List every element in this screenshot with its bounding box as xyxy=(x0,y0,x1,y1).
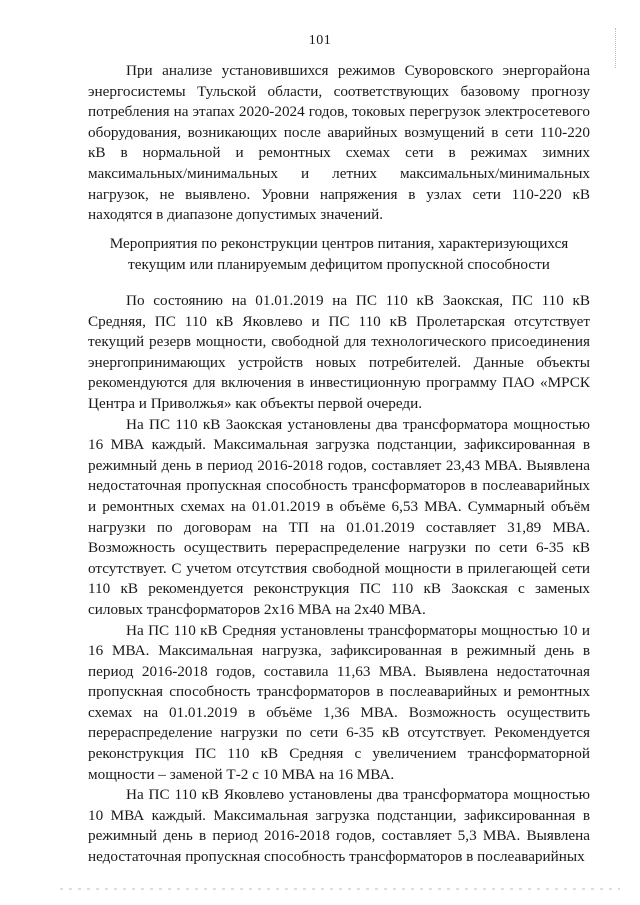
paragraph-srednyaya: На ПС 110 кВ Средняя установлены трансформаторы мощностью 10 и 16 МВА. Максимальная нагрузка, зафиксированная в режимный день в период 2016-2018 годов, составила 11,63 МВА. Выявлена недостаточная пропускная способность трансформаторов в послеаварийных и ремонтных схемах на 01.01.2019 в объёме 1,36 МВА. Возможность осуществить перераспределение нагрузки по сети 6-35 кВ отсутствует. Рекомендуется реконструкция ПС 110 кВ Средняя с увеличением трансформаторной мощности – заменой Т-2 с 10 МВА на 16 МВА. xyxy=(88,621,590,783)
paragraph-yakovlevo: На ПС 110 кВ Яковлево установлены два трансформатора мощностью 10 МВА каждый. Максимальная загрузка подстанции, зафиксированная в режимный день в период 2016-2018 годов, составляет 5,3 МВА. Выявлена недостаточная пропускная способность трансформаторов в послеаварийных xyxy=(88,786,590,866)
intro-paragraph: При анализе установившихся режимов Суворовского энергорайона энергосистемы Тульской области, соответствующих базовому прогнозу потребления на этапах 2020-2024 годов, токовых перегрузок электросетевого оборудования, возникающих после аварийных возмущений в сети 110-220 кВ в нормальной и ремонтных схемах сети в режимах зимних максимальных/минимальных и летних максимальных/минимальных нагрузок, не выявлено. Уровни напряжения в узлах сети 110-220 кВ находятся в диапазоне допустимых значений. xyxy=(88,62,590,224)
intro-section xyxy=(88,61,590,226)
section-heading: Мероприятия по реконструкции центров питания, характеризующихся текущим или планируемым дефицитом пропускной способности xyxy=(109,235,569,273)
paragraph-status: По состоянию на 01.01.2019 на ПС 110 кВ Заокская, ПС 110 кВ Средняя, ПС 110 кВ Яковлево и ПС 110 кВ Пролетарская отсутствует текущий резерв мощности, свободной для технологического присоединения энергопринимающих устройств новых потребителей. Данные объекты рекомендуются для включения в инвестиционную программу ПАО «МРСК Центра и Приволжья» как объекты первой очереди. xyxy=(88,292,590,412)
main-section xyxy=(88,291,590,868)
paragraph-zaokskaya: На ПС 110 кВ Заокская установлены два трансформатора мощностью 16 МВА каждый. Максимальная загрузка подстанции, зафиксированная в режимный день в период 2016-2018 годов, составляет 23,43 МВА. Выявлена недостаточная пропускная способность трансформаторов в послеаварийных и ремонтных схемах на 01.01.2019 в объёме 6,53 МВА. Суммарный объём нагрузки по договорам на ТП на 01.01.2019 составляет 31,89 МВА. Возможность осуществить перераспределение нагрузки по сети 6-35 кВ отсутствует. С учетом отсутствия свободной мощности в прилегающей сети 110 кВ рекомендуется реконструкция ПС 110 кВ Заокская с заменых силовых трансформаторов 2х16 МВА на 2х40 МВА. xyxy=(88,415,590,618)
scan-bottom-edge xyxy=(60,888,620,890)
page-number: 101 xyxy=(308,33,332,48)
